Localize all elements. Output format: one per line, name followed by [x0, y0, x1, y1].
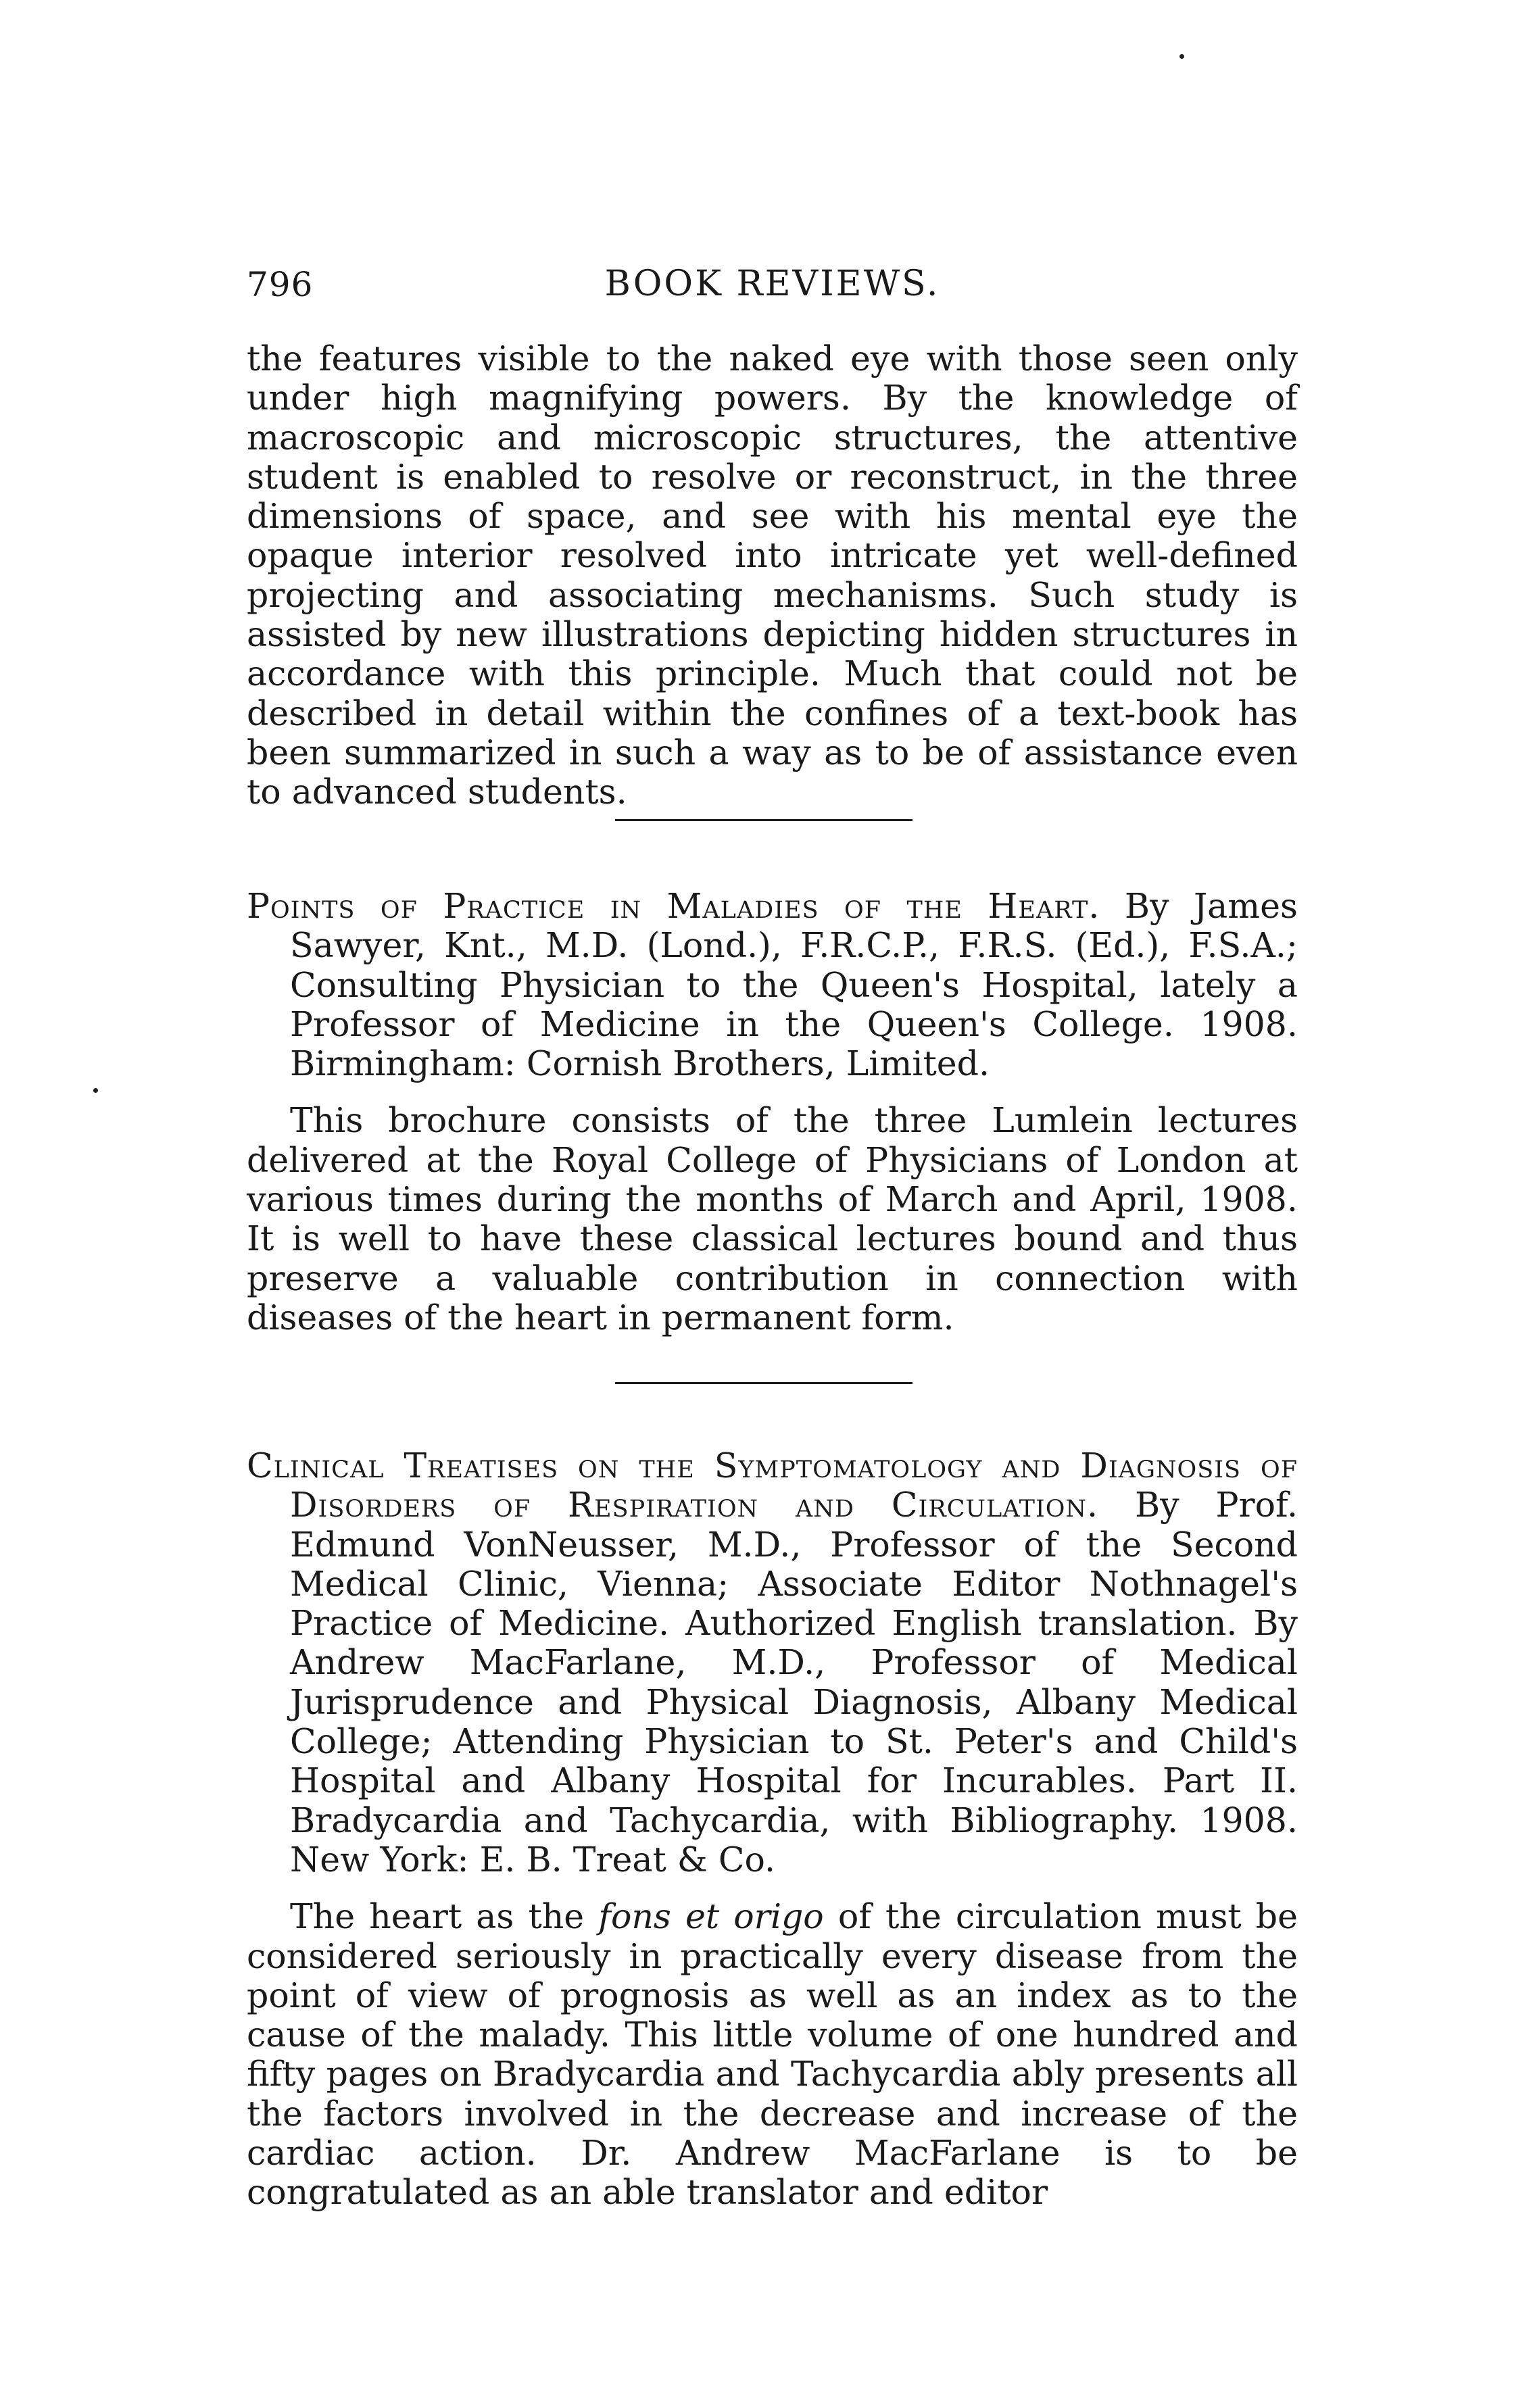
review-2-body-end: of the circulation must be considered seriously in practically every disease from the point of view of prognosis as well as an index as to the cause of the malady. This little volume of one hundred and fifty pages on Bradycardia and Tachycardia ably presents all the factors involved in the decrease and increase of the cardiac action. Dr. Andrew MacFarlane is to be congratulated as an able translator and editor — [247, 1896, 1298, 2213]
review-2-body — [247, 1897, 1298, 2212]
intro-paragraph: the features visible to the naked eye with those seen only under high magnifying powers. By the knowledge of macroscopic and microscopic structures, the attentive student is enabled to resolve or reconstruct, in the three dimensions of space, and see with his mental eye the opaque interior resolved into intricate yet well-defined projecting and associating mechanisms. Such study is assisted by new illustrations depicting hidden structures in accordance with this principle. Much that could not be described in detail within the confines of a text-book has been summarized in such a way as to be of assistance even to advanced students. — [247, 339, 1298, 812]
section-rule — [615, 819, 912, 821]
intro-paragraph-block — [247, 339, 1298, 812]
print-speck — [1179, 54, 1184, 59]
review-2-citation-text: By Prof. Edmund VonNeusser, M.D., Professor of the Second Medical Clinic, Vienna; Associate Editor Nothnagel's Practice of Medicine. Authorized English translation. By Andrew MacFarlane, M.D., Professor of Medical Jurisprudence and Physical Diagnosis, Albany Medical College; Attending Physician to St. Peter's and Child's Hospital and Albany Hospital for Incurables. Part II. Bradycardia and Tachycardia, with Bibliography. 1908. New York: E. B. Treat & Co. — [290, 1485, 1298, 1879]
review-1-body: This brochure consists of the three Lumlein lectures delivered at the Royal College of Physicians of London at various times during the months of March and April, 1908. It is well to have these classical lectures bound and thus preserve a valuable contribution in connection with diseases of the heart in permanent form. — [247, 1100, 1298, 1337]
page-header — [247, 257, 1298, 318]
page-number: 796 — [247, 265, 314, 304]
review-1-citation-text: By James Sawyer, Knt., M.D. (Lond.), F.R.C.P., F.R.S. (Ed.), F.S.A.; Consulting Physician to the Queen's Hospital, lately a Professor of Medicine in the Queen's College. 1908. Birmingham: Cornish Brothers, Limited. — [290, 886, 1298, 1084]
review-2 — [247, 1446, 1298, 2213]
review-2-body-start: The heart as the — [290, 1896, 599, 1937]
running-head: BOOK REVIEWS. — [604, 264, 940, 304]
review-2-title: Clinical Treatises on the Symptomatology and Diagnosis of Disorders of Respiration and Circulation. — [247, 1446, 1298, 1525]
review-2-citation — [247, 1446, 1298, 1879]
print-speck — [93, 1088, 98, 1093]
review-1 — [247, 887, 1298, 1337]
review-1-citation — [247, 887, 1298, 1083]
review-2-body-italic: fons et origo — [598, 1896, 824, 1937]
section-rule — [615, 1382, 912, 1384]
review-1-title: Points of Practice in Maladies of the Heart. — [247, 886, 1100, 926]
